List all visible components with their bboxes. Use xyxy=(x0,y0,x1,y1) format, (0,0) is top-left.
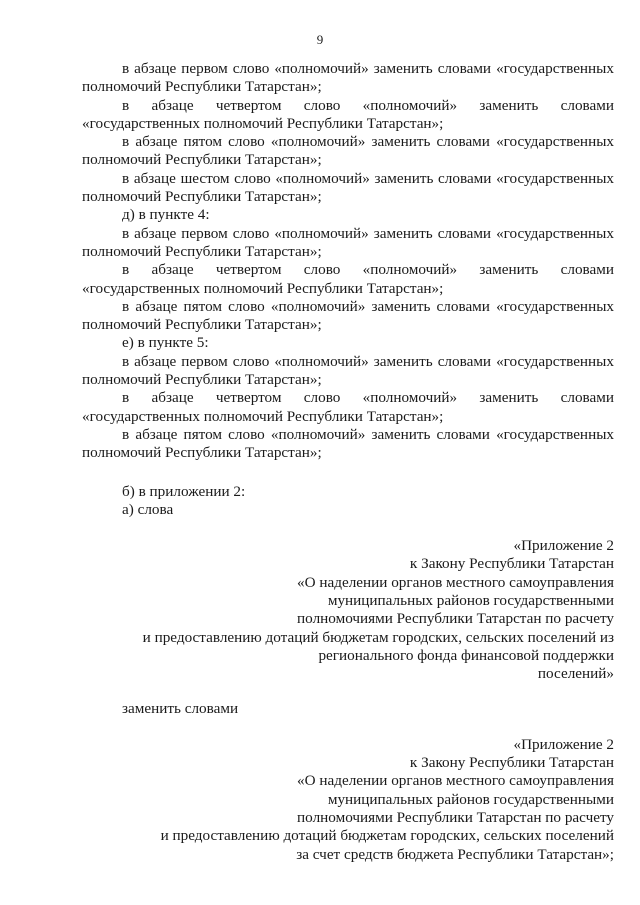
amendment-paragraph: в абзаце четвертом слово «полномочий» заменить словами «государственных полномочий Республики Татарстан»; xyxy=(82,261,614,297)
appendix-line: за счет средств бюджета Республики Татарстан»; xyxy=(296,845,614,863)
amendment-item: е) в пункте 5: xyxy=(122,334,209,352)
appendix-line: и предоставлению дотаций бюджетам городских, сельских поселений xyxy=(160,827,614,845)
appendix-line: регионального фонда финансовой поддержки xyxy=(318,646,614,664)
appendix-line: муниципальных районов государственными xyxy=(327,592,614,610)
appendix-line: «Приложение 2 xyxy=(513,537,614,555)
appendix-line: полномочиями Республики Татарстан по расчету xyxy=(297,610,614,628)
page-number: 9 xyxy=(316,32,324,47)
appendix-header-new xyxy=(82,736,614,864)
appendix-line: «О наделении органов местного самоуправления xyxy=(297,772,614,790)
amendment-paragraph: в абзаце пятом слово «полномочий» заменить словами «государственных полномочий Республики Татарстан»; xyxy=(82,133,614,169)
amendment-item: д) в пункте 4: xyxy=(122,206,210,224)
amendment-paragraph: в абзаце первом слово «полномочий» заменить словами «государственных полномочий Республики Татарстан»; xyxy=(82,60,614,96)
section-heading: б) в приложении 2: xyxy=(122,482,246,500)
appendix-line: «О наделении органов местного самоуправления xyxy=(297,573,614,591)
appendix-header-old xyxy=(82,537,614,683)
appendix-line: к Закону Республики Татарстан xyxy=(409,754,614,772)
appendix-line: «Приложение 2 xyxy=(513,735,614,753)
amendment-paragraph: в абзаце первом слово «полномочий» заменить словами «государственных полномочий Республики Татарстан»; xyxy=(82,224,614,260)
replace-instruction: заменить словами xyxy=(122,699,239,717)
appendix-line: полномочиями Республики Татарстан по расчету xyxy=(297,808,614,826)
subitem-label: а) слова xyxy=(122,500,174,518)
amendment-paragraph: в абзаце четвертом слово «полномочий» заменить словами «государственных полномочий Республики Татарстан»; xyxy=(82,389,614,425)
amendment-paragraph: в абзаце шестом слово «полномочий» заменить словами «государственных полномочий Республики Татарстан»; xyxy=(82,169,614,206)
amendment-paragraph: в абзаце четвертом слово «полномочий» заменить словами «государственных полномочий Республики Татарстан»; xyxy=(82,96,614,132)
amendment-paragraph: в абзаце пятом слово «полномочий» заменить словами «государственных полномочий Республики Татарстан»; xyxy=(82,297,614,334)
appendix-line: поселений» xyxy=(537,665,614,683)
amendment-paragraph: в абзаце первом слово «полномочий» заменить словами «государственных полномочий Республики Татарстан»; xyxy=(82,352,614,389)
appendix-line: муниципальных районов государственными xyxy=(327,790,614,808)
appendix-line: к Закону Республики Татарстан xyxy=(409,555,614,573)
amendment-paragraph: в абзаце пятом слово «полномочий» заменить словами «государственных полномочий Республики Татарстан»; xyxy=(82,425,614,462)
appendix-line: и предоставлению дотаций бюджетам городских, сельских поселений из xyxy=(142,628,614,646)
document-body xyxy=(82,60,614,864)
